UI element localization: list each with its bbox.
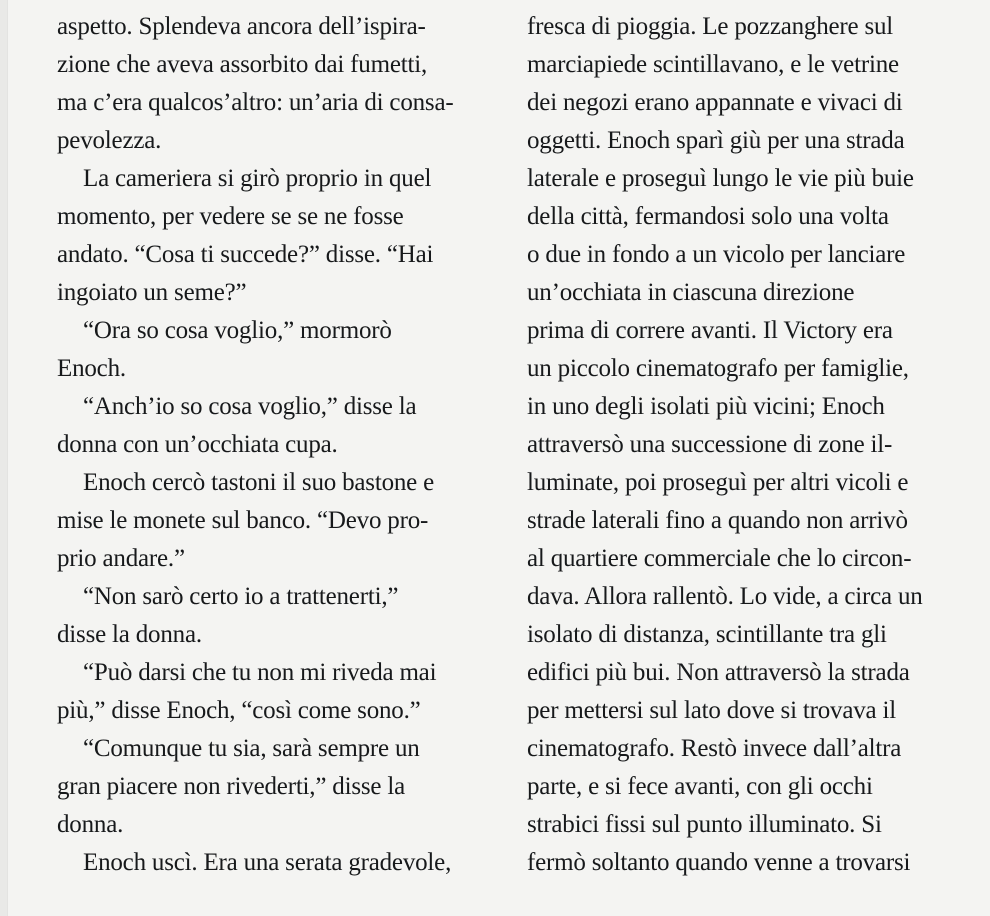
- text-line: “Anch’io so cosa voglio,” disse la: [83, 393, 417, 420]
- text-line: disse la donna.: [57, 621, 202, 648]
- text-line: isolato di distanza, scintillante tra gli: [527, 621, 887, 648]
- text-line: un piccolo cinematografo per famiglie,: [527, 355, 909, 382]
- text-line: oggetti. Enoch sparì giù per una strada: [527, 127, 905, 154]
- text-line: dava. Allora rallentò. Lo vide, a circa un: [527, 583, 923, 610]
- text-line: più,” disse Enoch, “così come sono.”: [57, 697, 421, 724]
- text-line: donna con un’occhiata cupa.: [57, 431, 338, 458]
- text-line: della città, fermandosi solo una volta: [527, 203, 889, 230]
- text-line: Enoch.: [57, 355, 126, 382]
- text-column-left: [57, 8, 467, 882]
- text-line: “Non sarò certo io a trattenerti,”: [83, 583, 399, 610]
- text-line: luminate, poi proseguì per altri vicoli e: [527, 469, 909, 496]
- text-line: in uno degli isolati più vicini; Enoch: [527, 393, 885, 420]
- text-line: Enoch cercò tastoni il suo bastone e: [83, 469, 435, 496]
- text-line: mise le monete sul banco. “Devo pro-: [57, 507, 429, 534]
- page-edge-shadow: [0, 0, 8, 916]
- text-line: zione che aveva assorbito dai fumetti,: [57, 51, 428, 78]
- text-line: un’occhiata in ciascuna direzione: [527, 279, 855, 306]
- text-line: donna.: [57, 811, 124, 838]
- text-line: pevolezza.: [57, 127, 162, 154]
- text-line: gran piacere non rivederti,” disse la: [57, 773, 405, 800]
- text-line: momento, per vedere se se ne fosse: [57, 203, 404, 230]
- text-line: edifici più bui. Non attraversò la strada: [527, 659, 910, 686]
- text-line: andato. “Cosa ti succede?” disse. “Hai: [57, 241, 434, 268]
- text-line: cinematografo. Restò invece dall’altra: [527, 735, 902, 762]
- text-line: prio andare.”: [57, 545, 185, 572]
- text-line: ma c’era qualcos’altro: un’aria di consa-: [57, 89, 454, 116]
- text-line: strabici fissi sul punto illuminato. Si: [527, 811, 882, 838]
- text-line: ingoiato un seme?”: [57, 279, 247, 306]
- text-column-right: [527, 8, 947, 882]
- text-line: fermò soltanto quando venne a trovarsi: [527, 849, 911, 876]
- text-line: laterale e proseguì lungo le vie più buie: [527, 165, 914, 192]
- text-line: fresca di pioggia. Le pozzanghere sul: [527, 13, 894, 40]
- text-line: o due in fondo a un vicolo per lanciare: [527, 241, 906, 268]
- text-line: parte, e si fece avanti, con gli occhi: [527, 773, 873, 800]
- text-line: marciapiede scintillavano, e le vetrine: [527, 51, 899, 78]
- text-line: “Comunque tu sia, sarà sempre un: [83, 735, 420, 762]
- text-line: Enoch uscì. Era una serata gradevole,: [83, 849, 452, 876]
- text-columns: [57, 8, 947, 882]
- text-line: La cameriera si girò proprio in quel: [83, 165, 432, 192]
- text-line: attraversò una successione di zone il-: [527, 431, 893, 458]
- text-line: prima di correre avanti. Il Victory era: [527, 317, 893, 344]
- text-line: dei negozi erano appannate e vivaci di: [527, 89, 903, 116]
- text-line: al quartiere commerciale che lo circon-: [527, 545, 912, 572]
- text-line: “Può darsi che tu non mi riveda mai: [83, 659, 437, 686]
- text-line: strade laterali fino a quando non arrivò: [527, 507, 908, 534]
- text-line: per mettersi sul lato dove si trovava il: [527, 697, 896, 724]
- text-line: “Ora so cosa voglio,” mormorò: [83, 317, 392, 344]
- text-line: aspetto. Splendeva ancora dell’ispira-: [57, 13, 426, 40]
